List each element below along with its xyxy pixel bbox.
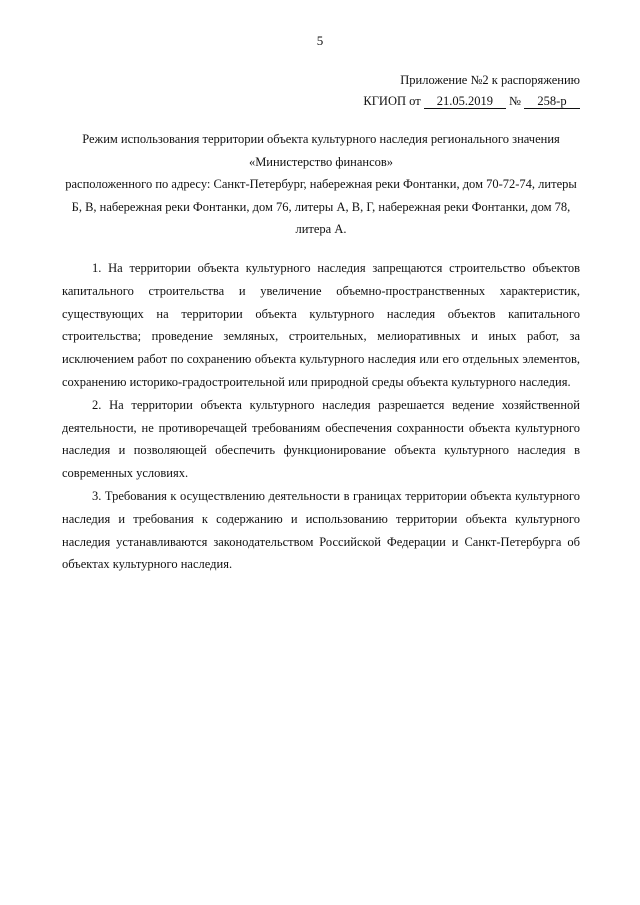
appendix-header bbox=[363, 70, 580, 112]
order-number-sign: № bbox=[508, 94, 521, 108]
paragraph-3: 3. Требования к осуществлению деятельности в границах территории объекта культурного наследия и требования к содержанию и использованию территории объекта культурного наследия устанавливаются законодательством Российской Федерации и Санкт-Петербурга об объектах культурного наследия. bbox=[62, 488, 580, 572]
order-reference bbox=[363, 91, 580, 112]
document-title bbox=[62, 128, 580, 241]
paragraph-1: 1. На территории объекта культурного наследия запрещаются строительство объектов капитального строительства и увеличение объемно-пространственных характеристик, существующих на территории объекта культурного наследия объектов капитального строительства; проведение земляных, строительных, мелиоративных и иных работ, за исключением работ по сохранению объекта культурного наследия или его отдельных элементов, сохранению историко-градостроительной или природной среды объекта культурного наследия. bbox=[62, 261, 580, 389]
paragraph-2: 2. На территории объекта культурного наследия разрешается ведение хозяйственной деятельности, не противоречащей требованиям обеспечения сохранности объекта культурного наследия и позволяющей обеспечить функционирование объекта культурного наследия в современных условиях. bbox=[62, 397, 580, 481]
order-date: 21.05.2019 bbox=[424, 94, 506, 109]
order-number: 258-р bbox=[524, 94, 580, 109]
appendix-title: Приложение №2 к распоряжению bbox=[400, 73, 580, 87]
document-body bbox=[62, 257, 580, 576]
order-org: КГИОП от bbox=[363, 94, 421, 108]
title-line-4: Б, В, набережная реки Фонтанки, дом 76, литеры А, В, Г, набережная реки Фонтанки, дом 78, bbox=[71, 199, 571, 214]
title-line-1: Режим использования территории объекта культурного наследия регионального значения bbox=[82, 132, 560, 146]
title-line-3: расположенного по адресу: Санкт-Петербург, набережная реки Фонтанки, дом 70-72-74, литеры bbox=[65, 177, 577, 191]
title-line-5: литера А. bbox=[295, 222, 347, 236]
title-line-2: «Министерство финансов» bbox=[248, 154, 394, 169]
page-number: 5 bbox=[316, 33, 324, 48]
